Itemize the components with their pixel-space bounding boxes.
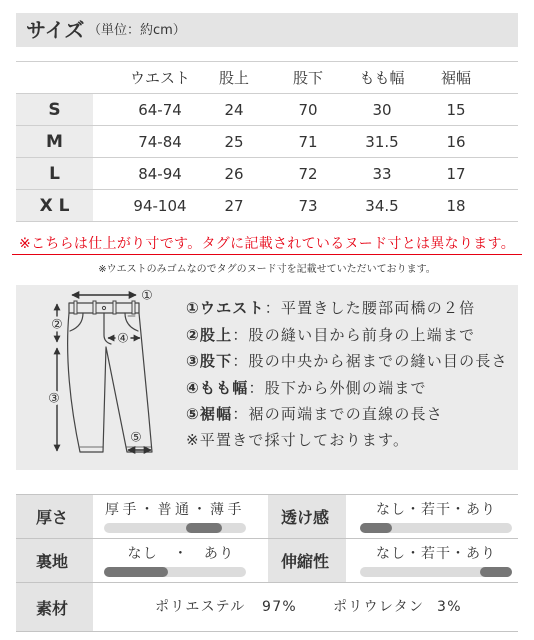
thickness-options: 厚手・普通・薄手	[105, 502, 245, 518]
stretch-track	[360, 567, 512, 577]
lining-options: なし ・ あり	[127, 546, 235, 562]
measurement-guide	[16, 285, 518, 470]
attribute-row	[16, 583, 518, 632]
column-header-inseam: 股下	[292, 69, 323, 87]
inseam-value: 70	[298, 100, 318, 119]
thigh-marker: ④	[117, 331, 129, 347]
hem-value: 17	[446, 164, 466, 183]
see-through-scale-cell	[346, 495, 518, 538]
section-title: サイズ	[26, 18, 85, 42]
hem-value: 18	[446, 196, 466, 215]
spacer	[93, 190, 123, 221]
waist-elastic-note: ※ウエストのみゴムなのでタグのヌード寸を記載せていただいております。	[98, 264, 436, 275]
thigh-value: 33	[372, 164, 392, 183]
see-through-track	[360, 523, 512, 533]
column-header-hem: 裾幅	[440, 69, 471, 87]
material-fiber: ポリエステル	[155, 599, 246, 615]
spacer	[93, 62, 123, 93]
unit-note: （単位：約cm）	[88, 23, 186, 38]
finished-size-notice: ※こちらは仕上がり寸です。タグに記載されているヌード寸とは異なります。	[12, 235, 522, 255]
thigh-value: 31.5	[365, 132, 399, 151]
size-label: M	[16, 126, 93, 157]
table-row	[16, 190, 518, 222]
guide-desc: ：裾の両端までの直線の長さ	[232, 405, 443, 423]
size-label: X L	[16, 190, 93, 221]
attribute-row	[16, 539, 518, 583]
stretch-indicator	[480, 567, 512, 577]
attribute-row	[16, 495, 518, 539]
see-through-indicator	[360, 523, 392, 533]
waist-button	[102, 306, 105, 309]
hem-value: 15	[446, 100, 466, 119]
material-percent: 3%	[437, 599, 462, 615]
pants-diagram	[16, 285, 186, 470]
size-label: L	[16, 158, 93, 189]
rise-value: 25	[224, 132, 244, 151]
guide-term: ①ウエスト	[186, 299, 265, 317]
rise-marker: ②	[51, 317, 63, 333]
guide-term: ④もも幅	[186, 379, 249, 397]
size-table-header	[16, 62, 518, 94]
thickness-indicator	[186, 523, 222, 533]
inseam-value: 71	[298, 132, 318, 151]
thigh-value: 34.5	[365, 196, 399, 215]
column-header-thigh: もも幅	[359, 69, 405, 87]
lining-indicator	[104, 567, 168, 577]
thickness-scale-cell	[93, 495, 268, 538]
waist-value: 84-94	[138, 164, 182, 183]
guide-term: ⑤裾幅	[186, 405, 233, 423]
size-table	[16, 61, 518, 222]
rise-value: 26	[224, 164, 244, 183]
guide-item-inseam	[186, 351, 508, 371]
guide-desc: ：股の中央から裾までの縫い目の長さ	[232, 352, 508, 370]
see-through-label: 透け感	[268, 495, 346, 538]
inseam-value: 72	[298, 164, 318, 183]
spacer	[93, 94, 123, 125]
size-header-bar	[16, 13, 518, 47]
stretch-label: 伸縮性	[268, 539, 346, 582]
stretch-scale-cell	[346, 539, 518, 582]
hem-marker: ⑤	[130, 430, 142, 446]
guide-item-thigh	[186, 378, 427, 398]
hem-value: 16	[446, 132, 466, 151]
waist-value: 94-104	[133, 196, 187, 215]
thickness-track	[104, 523, 246, 533]
column-header-rise: 股上	[218, 69, 249, 87]
thigh-value: 30	[372, 100, 392, 119]
rise-value: 24	[224, 100, 244, 119]
material-cell	[93, 583, 518, 631]
see-through-options: なし・若干・あり	[376, 502, 496, 518]
guide-desc: ：平置きした腰部両橋の２倍	[264, 299, 476, 317]
waist-marker: ①	[141, 288, 153, 304]
guide-term: ③股下	[186, 352, 233, 370]
material-fiber: ポリウレタン	[333, 599, 425, 615]
lining-label: 裏地	[16, 539, 93, 582]
lining-track	[104, 567, 246, 577]
material-label: 素材	[16, 583, 93, 631]
guide-desc: ：股の縫い目から前身の上端まで	[232, 326, 476, 344]
guide-desc: ：股下から外側の端まで	[248, 379, 427, 397]
rise-value: 27	[224, 196, 244, 215]
stretch-options: なし・若干・あり	[376, 546, 496, 562]
inseam-marker: ③	[48, 391, 60, 407]
size-label: S	[16, 94, 93, 125]
guide-footnote: ※平置きで採寸しております。	[186, 431, 410, 449]
attribute-table	[16, 494, 518, 632]
spacer	[93, 158, 123, 189]
table-row	[16, 126, 518, 158]
guide-item-rise	[186, 325, 475, 345]
guide-item-hem	[186, 404, 443, 424]
guide-item-waist	[186, 298, 475, 318]
lining-scale-cell	[93, 539, 268, 582]
spacer	[93, 126, 123, 157]
inseam-value: 73	[298, 196, 318, 215]
column-header-waist: ウエスト	[129, 69, 190, 87]
waist-value: 74-84	[138, 132, 182, 151]
table-row	[16, 158, 518, 190]
thickness-label: 厚さ	[16, 495, 93, 538]
table-row	[16, 94, 518, 126]
guide-term: ②股上	[186, 326, 233, 344]
header-corner-cell	[16, 62, 93, 93]
waist-value: 64-74	[138, 100, 182, 119]
material-percent: 97%	[262, 599, 298, 615]
